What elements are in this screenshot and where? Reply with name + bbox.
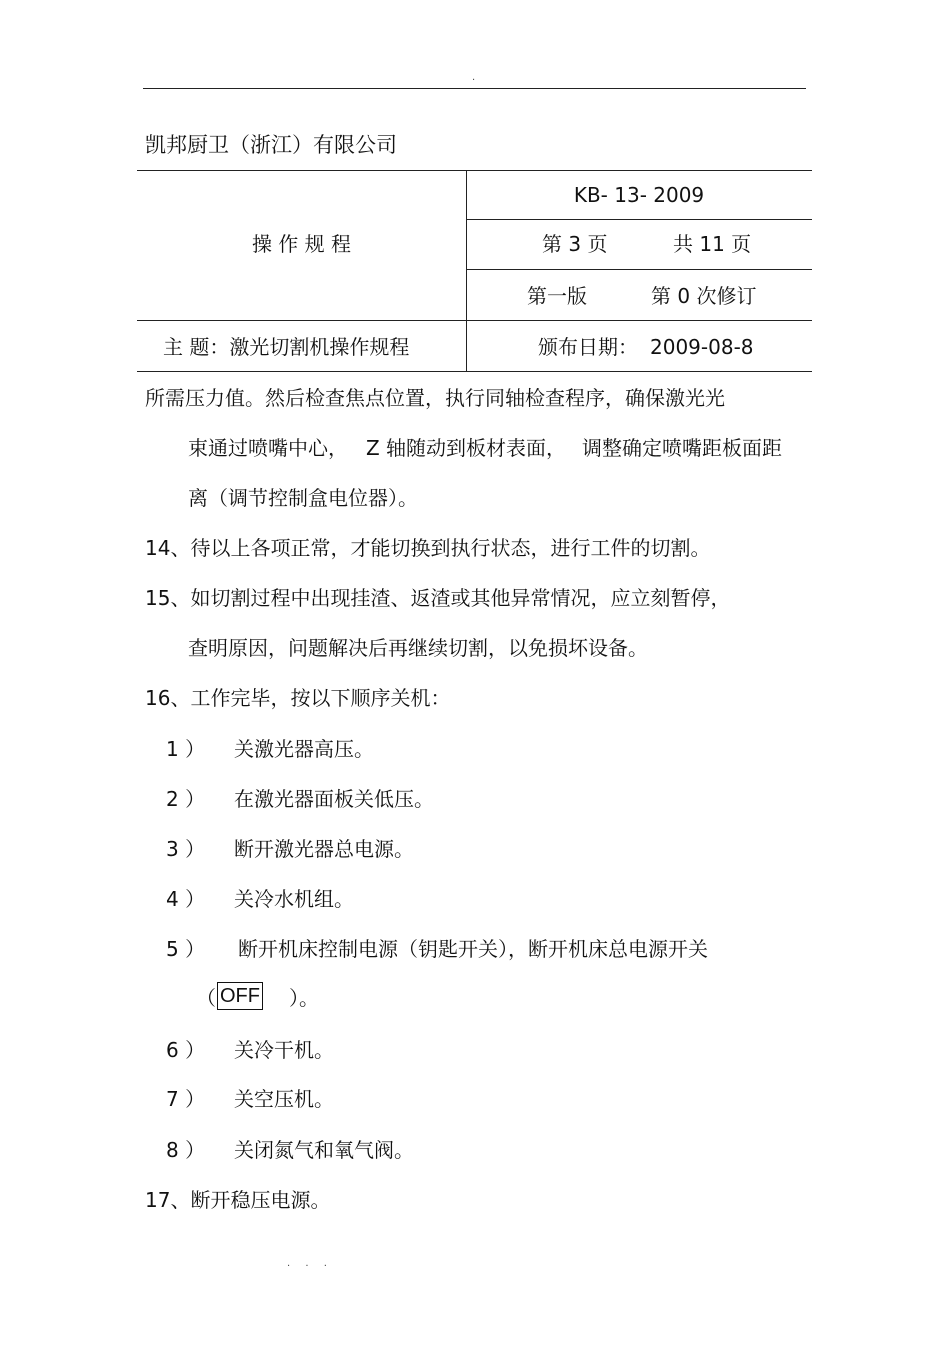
step-6-number: 6 ） (166, 1038, 206, 1062)
off-label: OFF (217, 982, 263, 1010)
step-7-text: 关空压机。 (234, 1087, 334, 1111)
table-rule-r2 (466, 269, 812, 270)
page-number: 第 3 页 (542, 232, 608, 256)
company-name: 凯邦厨卫（浙江）有限公司 (145, 133, 397, 157)
step-7-number: 7 ） (166, 1087, 206, 1111)
paragraph-13-line-2a: 束通过喷嘴中心， (188, 436, 348, 460)
paragraph-17: 17、断开稳压电源。 (145, 1188, 331, 1212)
header-mark: . (472, 72, 476, 83)
document-number: KB- 13- 2009 (573, 183, 705, 207)
revision: 第 0 次修订 (651, 284, 757, 308)
paragraph-13-line-2b: Z 轴随动到板材表面， (366, 436, 567, 460)
step-8-text: 关闭氮气和氧气阀。 (234, 1138, 414, 1162)
table-rule-mid (137, 320, 812, 321)
step-1-number: 1 ） (166, 737, 206, 761)
paragraph-13-line-2c: 调整确定喷嘴距板面距 (582, 436, 782, 460)
table-rule-r1 (466, 219, 812, 220)
step-5-number: 5 ） (166, 937, 206, 961)
step-5-paren-open: （ (196, 986, 216, 1010)
step-2-text: 在激光器面板关低压。 (234, 787, 434, 811)
table-rule-top (137, 170, 812, 171)
edition: 第一版 (527, 284, 587, 308)
paragraph-13-line-3: 离（调节控制盒电位器）。 (188, 486, 418, 510)
paragraph-13-line-1: 所需压力值。然后检查焦点位置，执行同轴检查程序，确保激光光 (145, 386, 725, 410)
step-4-number: 4 ） (166, 887, 206, 911)
step-5-paren-close: ）。 (289, 986, 319, 1010)
subject: 主 题：激光切割机操作规程 (163, 335, 410, 359)
step-3-number: 3 ） (166, 837, 206, 861)
step-2-number: 2 ） (166, 787, 206, 811)
issue-date: 2009-08-8 (650, 335, 754, 359)
issue-date-label: 颁布日期： (538, 335, 638, 359)
step-8-number: 8 ） (166, 1138, 206, 1162)
table-rule-bottom (137, 371, 812, 372)
step-3-text: 断开激光器总电源。 (234, 837, 414, 861)
paragraph-16: 16、工作完毕，按以下顺序关机： (145, 686, 451, 710)
off-switch-label (217, 982, 263, 1010)
footer-marks: . . . (287, 1258, 333, 1269)
paragraph-15-line-2: 查明原因，问题解决后再继续切割，以免损坏设备。 (188, 636, 648, 660)
page-total: 共 11 页 (673, 232, 752, 256)
step-6-text: 关冷干机。 (234, 1038, 334, 1062)
step-5-text: 断开机床控制电源（钥匙开关），断开机床总电源开关 (238, 937, 708, 961)
header-rule (143, 88, 806, 89)
paragraph-15-line-1: 15、如切割过程中出现挂渣、返渣或其他异常情况，应立刻暂停， (145, 586, 731, 610)
paragraph-14: 14、待以上各项正常，才能切换到执行状态，进行工件的切割。 (145, 536, 711, 560)
step-4-text: 关冷水机组。 (234, 887, 354, 911)
procedure-title: 操 作 规 程 (251, 232, 352, 256)
step-1-text: 关激光器高压。 (234, 737, 374, 761)
